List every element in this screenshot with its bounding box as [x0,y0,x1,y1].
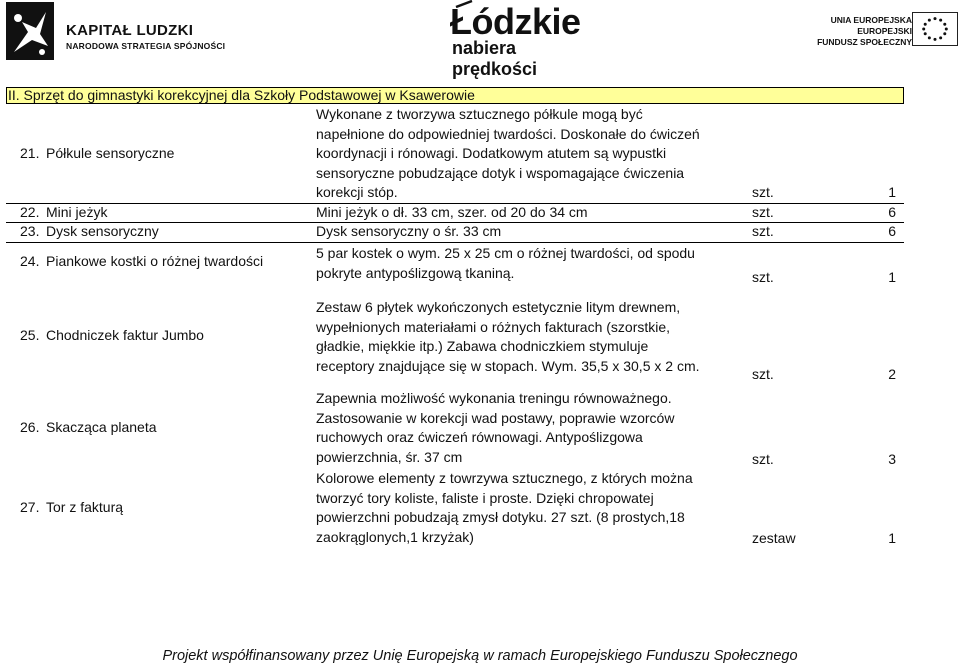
description-line: koordynacji i rónowagi. Dodatkowym atutem są wypustki [316,145,667,161]
footer-note: Projekt współfinansowany przez Unię Europejską w ramach Europejskiego Funduszu Społecznego [162,648,798,664]
row-quantity: 6 [888,204,896,220]
description-line: Zestaw 6 płytek wykończonych estetycznie litym drewnem, [316,299,681,315]
row-description [316,298,746,376]
row-name: Mini jeżyk [46,204,108,220]
eu-logo [790,0,960,64]
description-line: Zapewnia możliwość wykonania treningu równoważnego. [316,390,672,406]
row-unit: szt. [752,204,774,220]
row-description [316,389,746,467]
lodzkie-title: Łódzkie [450,1,581,42]
lodzkie-subtitle: nabiera prędkości [452,38,538,79]
description-line: pokryte antypoślizgową tkaniną. [316,264,515,281]
description-line: gładkie, miękkie itp.) Zabawa chodniczkiem stymuluje [316,338,649,354]
row-description [316,244,746,283]
description-line: Mini jeżyk o dł. 33 cm, szer. od 20 do 34 cm [316,204,588,220]
eu-logo-text [802,15,912,48]
row-quantity: 1 [888,184,896,200]
eu-logo-line3: FUNDUSZ SPOŁECZNY [817,37,912,47]
row-name: Piankowe kostki o różnej twardości [46,253,264,269]
row-divider [6,242,904,243]
row-number: 23. [20,223,40,239]
row-unit: szt. [752,366,774,382]
kapital-ludzki-logo [6,0,236,64]
row-name: Półkule sensoryczne [46,145,175,161]
description-line: Kolorowe elementy z towrzywa sztucznego, z których można [316,470,693,486]
description-line: tworzyć tory koliste, faliste i proste. Dzięki chropowatej [316,489,654,506]
description-line: zaokrąglonych,1 krzyżak) [316,528,474,545]
row-quantity: 6 [888,223,896,239]
row-quantity: 1 [888,530,896,546]
description-line: Wykonane z tworzywa sztucznego półkule mogą być [316,106,643,122]
row-name: Chodniczek faktur Jumbo [46,327,204,343]
row-number: 26. [20,419,40,435]
row-quantity: 1 [888,269,896,285]
row-quantity: 3 [888,451,896,467]
row-unit: szt. [752,184,774,200]
row-number: 25. [20,327,40,343]
eu-logo-line2: EUROPEJSKI [857,26,912,36]
row-name: Dysk sensoryczny [46,223,159,239]
description-line: powierzchnia, śr. 37 cm [316,448,463,465]
description-line: ruchowych oraz ćwiczeń równowagi. Antypoślizgowa [316,429,643,445]
eu-flag-icon [912,12,958,46]
row-description [316,222,746,242]
row-unit: szt. [752,269,774,285]
row-number: 24. [20,253,40,269]
row-number: 22. [20,204,40,220]
row-unit: zestaw [752,530,796,546]
description-line: wypełnionych materiałami o różnych fakturach (szorstkie, [316,318,671,335]
row-unit: szt. [752,451,774,467]
section-title: II. Sprzęt do gimnastyki korekcyjnej dla Szkoły Podstawowej w Ksawerowie [6,87,904,104]
kapital-ludzki-star-icon [6,2,54,60]
description-line: sensoryczne pobudzające dotyk i wspomagające ćwiczenia [316,164,685,181]
row-name: Tor z fakturą [46,499,124,515]
row-description [316,203,746,223]
description-line: 5 par kostek o wym. 25 x 25 cm o różnej twardości, od spodu [316,245,695,261]
kapital-ludzki-subtitle: NARODOWA STRATEGIA SPÓJNOŚCI [66,41,226,51]
kapital-ludzki-title: KAPITAŁ LUDZKI [66,22,194,39]
description-line: Zastosowanie w korekcji wad postawy, poprawie wzorców [316,409,675,426]
lodzkie-logo [398,0,598,79]
description-line: Dysk sensoryczny o śr. 33 cm [316,223,502,239]
row-number: 27. [20,499,40,515]
description-line: korekcji stóp. [316,184,398,200]
eu-logo-line1: UNIA EUROPEJSKA [830,15,912,25]
row-description [316,105,746,203]
row-number: 21. [20,145,40,161]
row-description [316,469,746,547]
description-line: receptory znajdujące się w stopach. Wym. 35,5 x 30,5 x 2 cm. [316,357,700,374]
row-quantity: 2 [888,366,896,382]
row-unit: szt. [752,223,774,239]
description-line: napełnione do odpowiedniej twardości. Doskonałe do ćwiczeń [316,125,700,142]
row-name: Skacząca planeta [46,419,157,435]
description-line: powierzchni pobudzają zmysł dotyku. 27 szt. (8 prostych,18 [316,509,685,525]
